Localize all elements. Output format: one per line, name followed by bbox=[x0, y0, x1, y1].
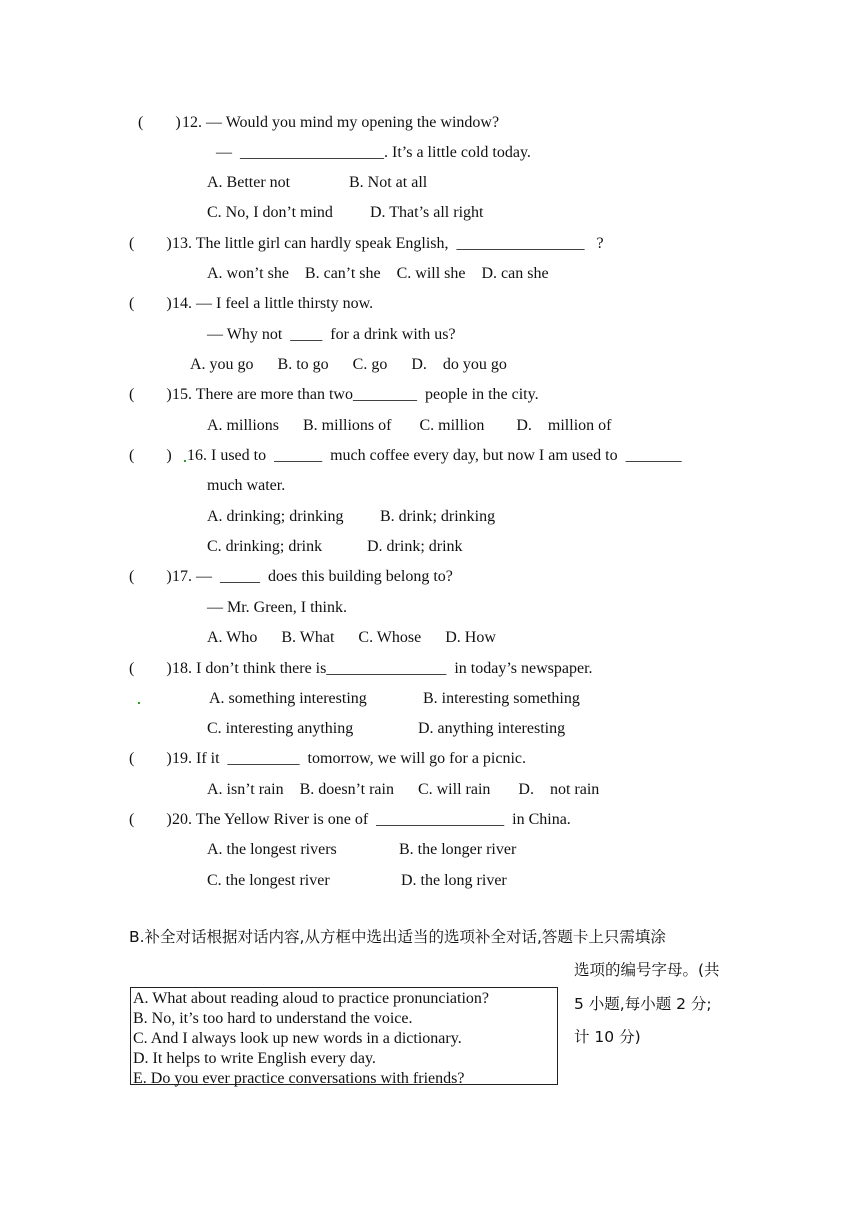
q16-option-b: B. drink; drinking bbox=[380, 508, 496, 525]
q20-answer-paren: ( ) bbox=[129, 811, 172, 828]
q19-answer-paren: ( ) bbox=[129, 750, 172, 767]
box-option-d: D. It helps to write English every day. bbox=[133, 1050, 376, 1067]
q12-option-c: C. No, I don’t mind bbox=[207, 204, 333, 221]
q20-option-a: A. the longest rivers bbox=[207, 841, 337, 858]
q18-option-b: B. interesting something bbox=[423, 690, 580, 707]
q18-stem: 18. I don’t think there is_______________ in today’s newspaper. bbox=[172, 660, 593, 677]
q13-options: A. won’t she B. can’t she C. will she D. can she bbox=[207, 265, 549, 282]
q16-option-d: D. drink; drink bbox=[367, 538, 463, 555]
q17-answer-paren: ( ) bbox=[129, 568, 172, 585]
q14-stem: 14. — I feel a little thirsty now. bbox=[172, 295, 374, 312]
q20-stem: 20. The Yellow River is one of ________________ in China. bbox=[172, 811, 571, 828]
q17-stem: 17. — _____ does this building belong to? bbox=[172, 568, 453, 585]
q20-option-c: C. the longest river bbox=[207, 872, 330, 889]
box-option-a: A. What about reading aloud to practice pronunciation? bbox=[133, 990, 490, 1007]
q12-option-a: A. Better not bbox=[207, 174, 291, 191]
options-box bbox=[130, 987, 558, 1085]
scan-mark bbox=[138, 702, 140, 704]
section-b-instruction-cont-2: 5 小题,每小题 2 分; bbox=[574, 995, 712, 1013]
q13-stem: 13. The little girl can hardly speak English, ________________ ? bbox=[172, 235, 604, 252]
q20-option-b: B. the longer river bbox=[399, 841, 517, 858]
q12-reply: — __________________. It’s a little cold today. bbox=[216, 144, 531, 161]
section-b-instruction-cont-3: 计 10 分) bbox=[574, 1028, 641, 1046]
q19-options: A. isn’t rain B. doesn’t rain C. will rain D. not rain bbox=[207, 781, 600, 798]
box-option-c: C. And I always look up new words in a dictionary. bbox=[133, 1030, 462, 1047]
q18-option-a: A. something interesting bbox=[209, 690, 367, 707]
box-option-e: E. Do you ever practice conversations with friends? bbox=[133, 1070, 465, 1087]
q14-reply: — Why not ____ for a drink with us? bbox=[207, 326, 456, 343]
q16-option-c: C. drinking; drink bbox=[207, 538, 323, 555]
section-b-instruction-cont-1: 选项的编号字母。(共 bbox=[574, 961, 720, 979]
q16-stem-continued: much water. bbox=[207, 477, 286, 494]
q19-stem: 19. If it _________ tomorrow, we will go for a picnic. bbox=[172, 750, 527, 767]
q16-option-a: A. drinking; drinking bbox=[207, 508, 344, 525]
q20-option-d: D. the long river bbox=[401, 872, 507, 889]
q13-answer-paren: ( ) bbox=[129, 235, 172, 252]
q16-stem: 16. I used to ______ much coffee every day, but now I am used to _______ bbox=[187, 447, 682, 464]
q18-option-d: D. anything interesting bbox=[418, 720, 566, 737]
scan-mark bbox=[184, 460, 186, 462]
q14-options: A. you go B. to go C. go D. do you go bbox=[190, 356, 507, 373]
q16-answer-paren: ( ) bbox=[129, 447, 172, 464]
q15-options: A. millions B. millions of C. million D. million of bbox=[207, 417, 612, 434]
q12-option-b: B. Not at all bbox=[349, 174, 428, 191]
q18-option-c: C. interesting anything bbox=[207, 720, 354, 737]
q12-option-d: D. That’s all right bbox=[370, 204, 484, 221]
section-b-instruction: B.补全对话根据对话内容,从方框中选出适当的选项补全对话,答题卡上只需填涂 bbox=[129, 928, 666, 946]
q14-answer-paren: ( ) bbox=[129, 295, 172, 312]
box-option-b: B. No, it’s too hard to understand the voice. bbox=[133, 1010, 413, 1027]
q15-answer-paren: ( ) bbox=[129, 386, 172, 403]
q17-reply: — Mr. Green, I think. bbox=[207, 599, 347, 616]
q12-answer-paren: ( ) bbox=[138, 114, 181, 131]
q15-stem: 15. There are more than two________ people in the city. bbox=[172, 386, 539, 403]
q17-options: A. Who B. What C. Whose D. How bbox=[207, 629, 496, 646]
q18-answer-paren: ( ) bbox=[129, 660, 172, 677]
q12-stem: 12. — Would you mind my opening the window? bbox=[182, 114, 500, 131]
